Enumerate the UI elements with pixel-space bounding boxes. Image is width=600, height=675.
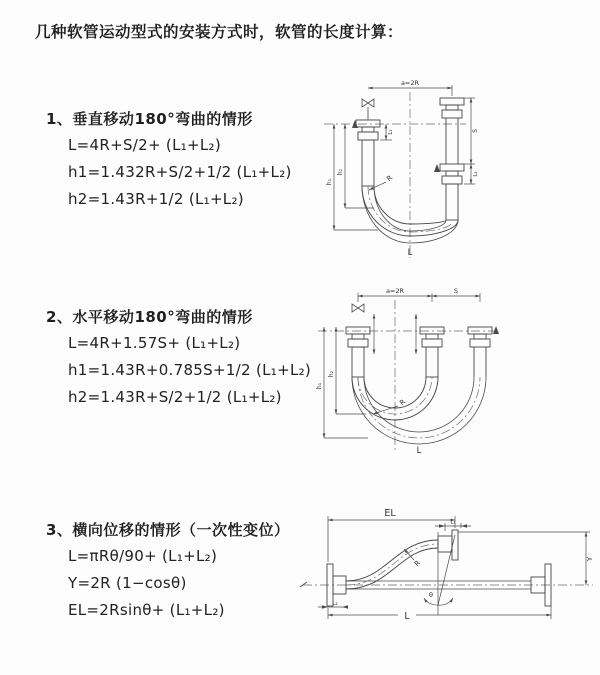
- dim-l: [328, 606, 551, 622]
- radius-label: R: [398, 397, 408, 408]
- section-2-formula-L: L=4R+1.57S+ (L₁+L₂): [68, 334, 241, 352]
- valve-icon: [362, 99, 374, 120]
- dim-label-h2: h₂: [328, 370, 335, 378]
- valve-icon: [352, 304, 364, 312]
- dim-label-l1: L₁: [388, 129, 394, 135]
- right-flange-lower: [434, 164, 464, 220]
- dim-y: [458, 532, 594, 585]
- left-flange-fitting: [352, 120, 380, 186]
- dim-s: [432, 287, 480, 296]
- diagram-vertical-180-bend: [312, 74, 507, 264]
- dim-label-h1: h₁: [326, 178, 333, 186]
- dim-a2r: [358, 287, 480, 302]
- angle-label: θ: [429, 591, 433, 599]
- diagram-lateral-displacement: [298, 502, 598, 647]
- hose-curves: [352, 377, 486, 444]
- dim-l1: [380, 124, 394, 140]
- dim-h1: [316, 327, 368, 438]
- radius-label: R: [413, 559, 423, 569]
- hose-s-curve: [346, 530, 458, 589]
- section-2: [46, 306, 312, 416]
- dim-label-y: Y: [586, 556, 594, 562]
- hose-braid-hatch: [362, 140, 374, 186]
- radius-label: R: [385, 173, 395, 184]
- dim-label-l1: L₁: [450, 519, 456, 526]
- dim-label-l2: L₂: [473, 171, 479, 177]
- break-mark: [300, 582, 307, 587]
- dim-l2: [318, 601, 348, 609]
- section-2-formula-h2: h2=1.43R+S/2+1/2 (L₁+L₂): [68, 388, 282, 406]
- section-1-formula-L: L=4R+S/2+ (L₁+L₂): [68, 136, 222, 154]
- middle-flange-fitting: [420, 327, 444, 377]
- section-1-formula-h1: h1=1.432R+S/2+1/2 (L₁+L₂): [68, 163, 292, 181]
- hose-braid-hatch: [352, 347, 364, 377]
- right-flange-fitting: [468, 327, 492, 377]
- diagram-horizontal-180-bend: [308, 282, 508, 457]
- page-title: 几种软管运动型式的安装方式时，软管的长度计算：: [35, 23, 404, 41]
- dim-label-a2r: a=2R: [400, 79, 420, 87]
- section-3-formula-L: L=πRθ/90+ (L₁+L₂): [68, 547, 218, 565]
- hose-braid-hatch: [426, 347, 438, 377]
- dim-h2: [337, 124, 374, 208]
- radius-leader: [369, 174, 394, 190]
- section-2-formula-h1: h1=1.43R+0.785S+1/2 (L₁+L₂): [68, 361, 312, 379]
- section-1-heading: 1、垂直移动180°弯曲的情形: [46, 110, 253, 128]
- section-1-formula-h2: h2=1.43R+1/2 (L₁+L₂): [68, 190, 244, 208]
- length-label: L: [407, 248, 413, 258]
- dim-label-el: EL: [384, 508, 396, 519]
- section-1: [46, 108, 306, 218]
- dim-label-h2: h₂: [337, 168, 344, 176]
- dim-l2: [464, 164, 479, 184]
- length-label: L: [416, 446, 422, 456]
- dim-s: [464, 98, 479, 164]
- dim-h2: [328, 327, 366, 414]
- hose-braid-hatch: [446, 184, 458, 220]
- movement-arrow: [493, 326, 499, 334]
- radius-leader: [373, 398, 407, 414]
- dim-label-l: L: [404, 611, 410, 622]
- section-3-formula-Y: Y=2R (1−cosθ): [68, 574, 187, 592]
- right-flange-upper: [440, 98, 464, 164]
- dim-el: [328, 508, 455, 562]
- section-2-heading: 2、水平移动180°弯曲的情形: [46, 308, 253, 326]
- dim-label-s: S: [453, 287, 459, 295]
- section-3-formula-EL: EL=2Rsinθ+ (L₁+L₂): [68, 601, 225, 619]
- dim-label-l2: L₂: [332, 601, 338, 607]
- dim-label-h1: h₁: [316, 382, 323, 390]
- section-3: [46, 519, 316, 629]
- dim-l1: [435, 520, 471, 532]
- dim-label-s: S: [472, 129, 479, 133]
- left-flange-fitting: [346, 327, 370, 377]
- movement-arrow-up: [352, 120, 358, 128]
- section-3-heading: 3、横向位移的情形（一次性变位）: [46, 521, 290, 539]
- dim-label-a2r: a=2R: [385, 287, 405, 295]
- movement-arrow-up: [434, 164, 440, 172]
